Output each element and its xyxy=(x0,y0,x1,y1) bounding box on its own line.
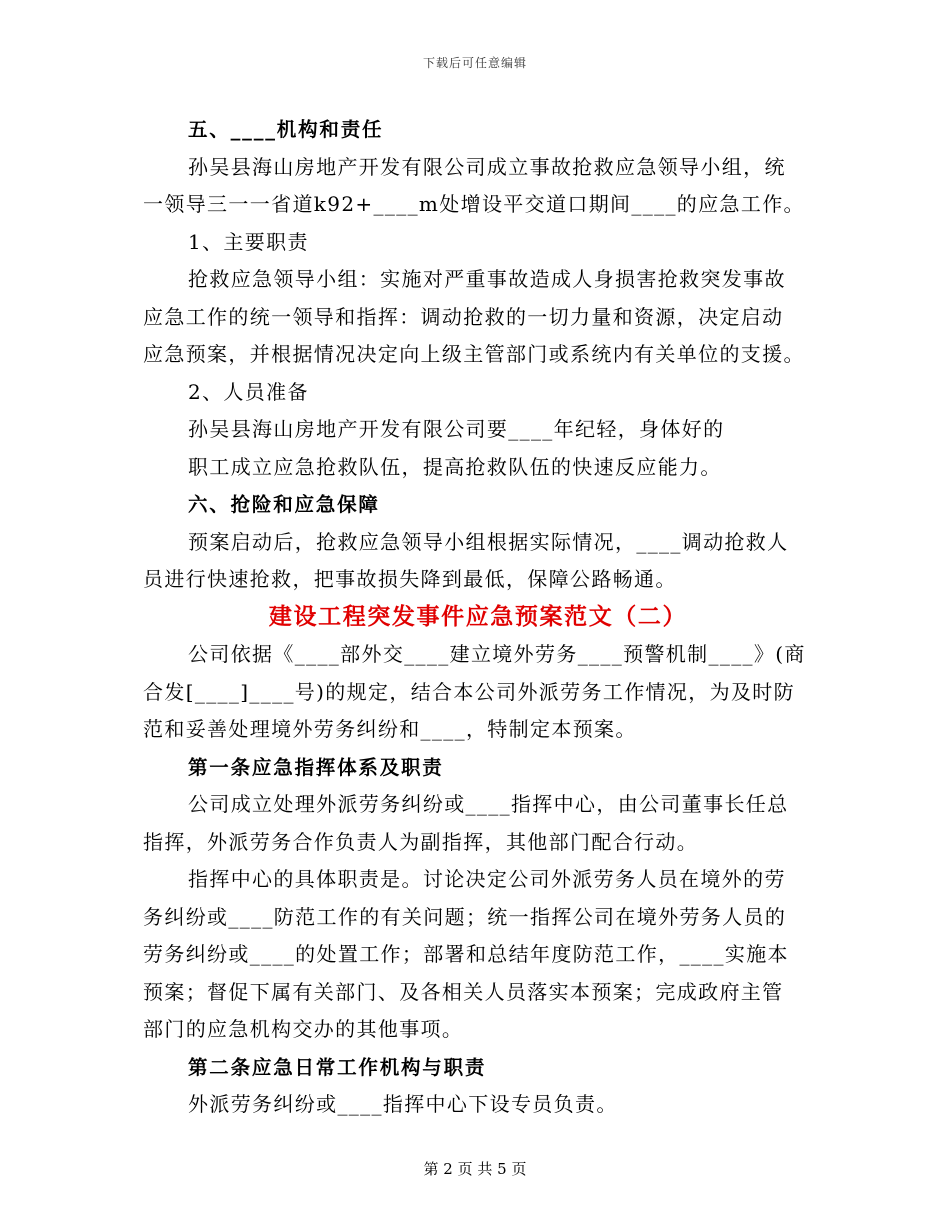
paragraph-line: 孙吴县海山房地产开发有限公司成立事故抢救应急领导小组，统 xyxy=(188,154,786,179)
section-heading: 六、抢险和应急保障 xyxy=(188,493,380,516)
paragraph-line: 应急预案，并根据情况决定向上级主管部门或系统内有关单位的支援。 xyxy=(143,342,805,366)
document-title: 建设工程突发事件应急预案范文（二） xyxy=(268,603,688,630)
paragraph-line: 抢救应急领导小组：实施对严重事故造成人身损害抢救突发事故 xyxy=(188,267,786,291)
subheading: 2、人员准备 xyxy=(188,379,309,404)
paragraph-line: 预案；督促下属有关部门、及各相关人员落实本预案；完成政府主管 xyxy=(143,979,784,1004)
paragraph-line: 应急工作的统一领导和指挥：调动抢救的一切力量和资源，决定启动 xyxy=(143,304,784,329)
document-body xyxy=(143,111,813,1124)
paragraph-line: 员进行快速抢救，把事故损失降到最低，保障公路畅通。 xyxy=(143,567,677,591)
paragraph-line: 公司依据《____部外交____建立境外劳务____预警机制____》(商 xyxy=(188,642,806,666)
paragraph-line: 一领导三一一省道k92+____m处增设平交道口期间____的应急工作。 xyxy=(143,192,805,216)
paragraph-line: 部门的应急机构交办的其他事项。 xyxy=(143,1017,464,1041)
subheading: 1、主要职责 xyxy=(188,229,309,254)
section-heading: 五、____机构和责任 xyxy=(188,118,384,141)
article-heading: 第二条应急日常工作机构与职责 xyxy=(188,1055,487,1079)
paragraph-line: 指挥中心的具体职责是。讨论决定公司外派劳务人员在境外的劳 xyxy=(188,867,786,891)
paragraph-line: 合发[____]____号)的规定，结合本公司外派劳务工作情况，为及时防 xyxy=(143,679,796,704)
paragraph-line: 公司成立处理外派劳务纠纷或____指挥中心，由公司董事长任总 xyxy=(188,792,789,816)
paragraph-line: 预案启动后，抢救应急领导小组根据实际情况，____调动抢救人 xyxy=(188,529,789,554)
paragraph-line: 劳务纠纷或____的处置工作；部署和总结年度防范工作，____实施本 xyxy=(143,942,789,966)
paragraph-line: 范和妥善处理境外劳务纠纷和____，特制定本预案。 xyxy=(143,717,637,741)
page-header: 下载后可任意编辑 xyxy=(422,56,527,70)
paragraph-line: 职工成立应急抢救队伍，提高抢救队伍的快速反应能力。 xyxy=(188,454,722,479)
paragraph-line: 务纠纷或____防范工作的有关问题；统一指挥公司在境外劳务人员的 xyxy=(143,904,787,929)
page-footer: 第 2 页 共 5 页 xyxy=(423,1160,527,1178)
paragraph-line: 外派劳务纠纷或____指挥中心下设专员负责。 xyxy=(188,1092,618,1116)
paragraph-line: 指挥，外派劳务合作负责人为副指挥，其他部门配合行动。 xyxy=(143,829,699,854)
article-heading: 第一条应急指挥体系及职责 xyxy=(188,755,444,779)
paragraph-line: 孙吴县海山房地产开发有限公司要____年纪轻，身体好的 xyxy=(188,417,725,441)
